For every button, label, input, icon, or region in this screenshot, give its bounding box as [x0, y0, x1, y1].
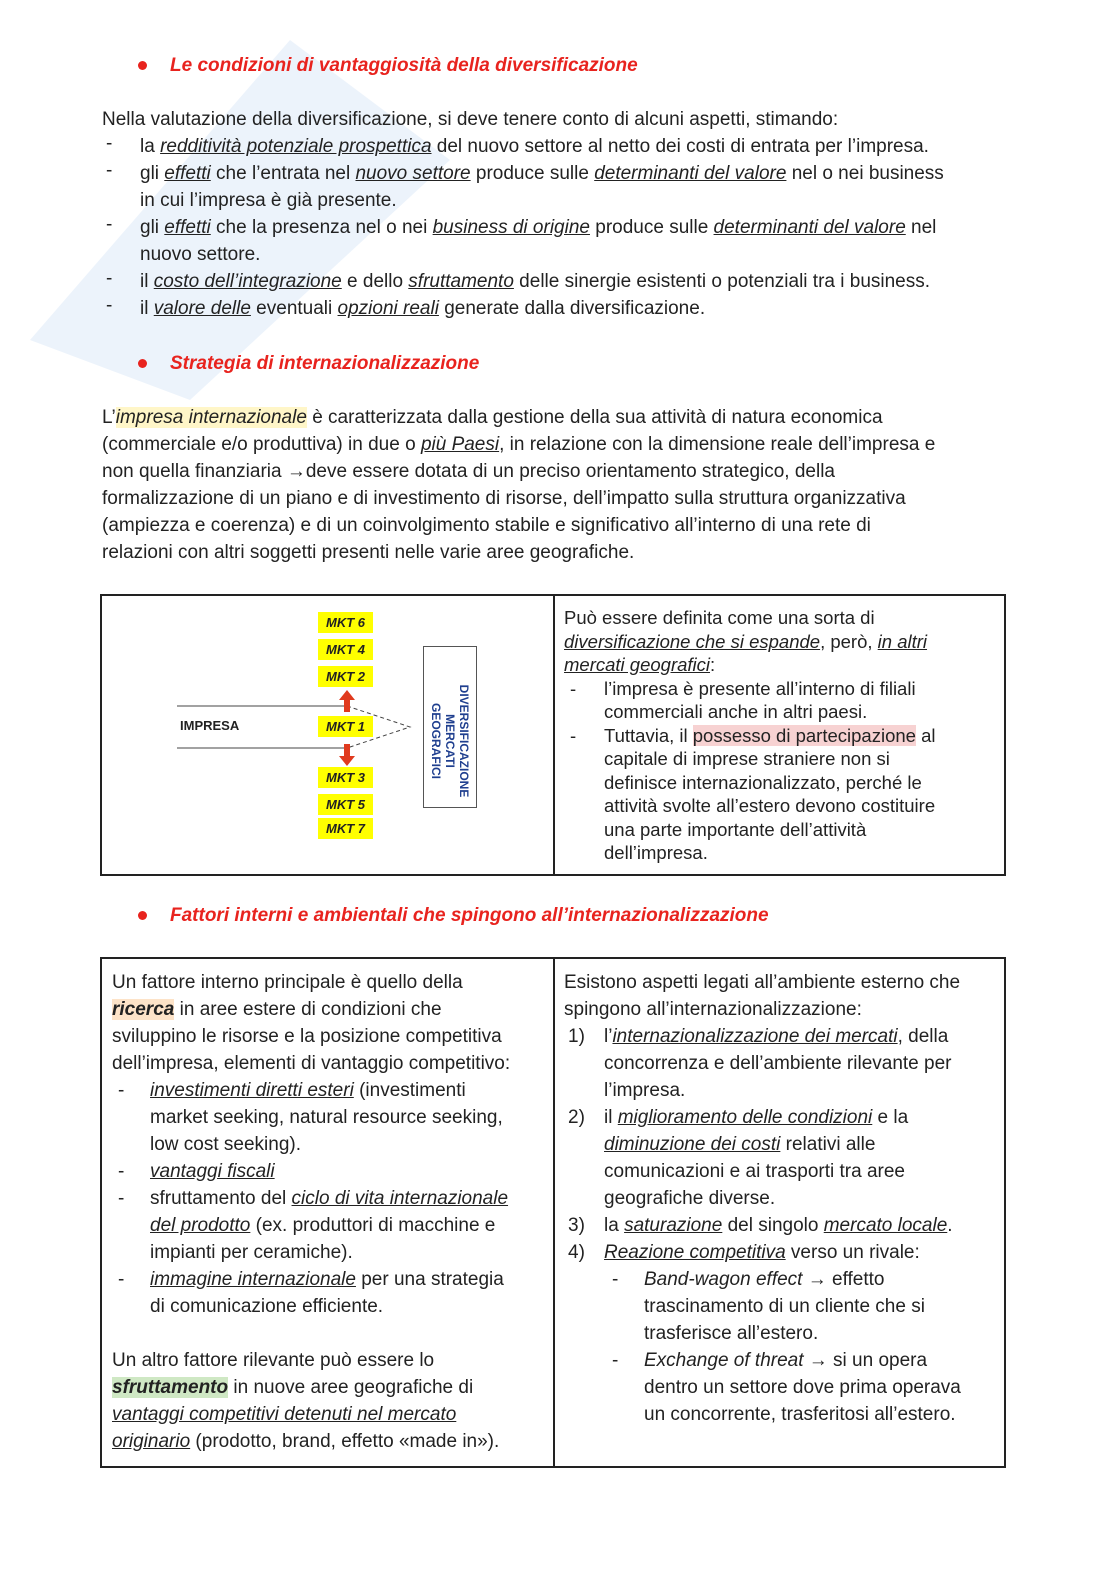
- label-line: MERCATI: [443, 714, 457, 768]
- impresa-label: IMPRESA: [180, 718, 240, 733]
- list-item: - sfruttamento del ciclo di vita internazionale del prodotto (ex. produttori di macchine e impianti per ceramiche).: [118, 1188, 509, 1263]
- sub-item: - Exchange of threat → si un opera dentro un settore dove prima operava un concorrente, trasferitosi all’estero.: [612, 1350, 961, 1425]
- diversificazione-label-box: [423, 646, 477, 808]
- strategy-paragraph: L’impresa internazionale è caratterizzata dalla gestione della sua attività di natura economica (commerciale e/o produttiva) in due o più Paesi, in relazione con la dimensione reale dell’impresa e non quella finanziaria →deve essere dotata di un preciso orientamento strategico, della formalizzazione di un piano e di investimento di risorse, dell’impatto sulla struttura organizzativa (ampiezza e coerenza) e di un coinvolgimento stabile e significativo all’interno di una rete di relazioni con altri soggetti presenti nelle varie aree geografiche.: [102, 407, 936, 563]
- list-item: il valore delle eventuali opzioni reali generate dalla diversificazione.: [140, 298, 706, 319]
- mkt-box: MKT 4: [318, 639, 373, 660]
- diversification-description: Può essere definita come una sorta di diversificazione che si espande, però, in altri mercati geografici: - l’impresa è presente all’interno di filiali commerciali anche in altri paesi. - Tuttavia, il possesso di partecipazione al capitale di imprese straniere non si definisce internazionalizzato, perché le attività svolte all’estero devono costituire una parte importante dell’attività dell’impresa.: [564, 607, 936, 863]
- list-item: - immagine internazionale per una strategia di comunicazione efficiente.: [118, 1269, 504, 1317]
- arrow-up-icon: [339, 690, 355, 712]
- arrow-down-icon: [339, 744, 355, 766]
- numbered-item: 2) il miglioramento delle condizioni e la diminuzione dei costi relativi alle comunicazioni e ai trasporti tra aree geografiche diverse.: [568, 1107, 909, 1209]
- mkt-box: MKT 3: [318, 767, 373, 788]
- factors-box: [100, 957, 1006, 1468]
- mkt-box: MKT 1: [318, 716, 373, 737]
- internal-factors: Un fattore interno principale è quello della ricerca in aree estere di condizioni che sviluppino le risorse e la posizione competitiva dell’impresa, elementi di vantaggio competitivo: - investimenti diretti esteri (investimenti market seeking, natural resource seeking, low cost seeking). - vantaggi fiscali - sfruttamento del ciclo di vita internazionale del prodotto (ex. produttori di macchine e impianti per ceramiche). - immagine internazionale per una strategia di comunicazione efficiente. Un altro fattore rilevante può essere lo sfruttamento in nuove aree geografiche di vantaggi competitivi detenuti nel mercato originario (prodotto, brand, effetto «made in»).: [112, 969, 550, 1455]
- list-dash: -: [106, 214, 113, 235]
- list-item: la redditività potenziale prospettica del nuovo settore al netto dei costi di entrata per l’impresa.: [140, 136, 929, 157]
- diversification-diagram: [102, 596, 553, 874]
- list-item: - vantaggi fiscali: [118, 1161, 275, 1182]
- label-line: DIVERSIFICAZIONE: [457, 684, 471, 798]
- list-dash: -: [570, 677, 577, 699]
- heading-diversificazione: Le condizioni di vantaggiosità della diversificazione: [138, 55, 638, 77]
- list-dash: -: [106, 295, 113, 316]
- mkt-box: MKT 2: [318, 666, 373, 687]
- box-divider: [553, 596, 555, 874]
- mkt-box: MKT 6: [318, 612, 373, 633]
- numbered-item: 4) Reazione competitiva verso un rivale: - Band-wagon effect → effetto trascinamento di un cliente che si trasferisce all’estero. - Exchange of threat → si un opera dentro un settore dove prima operava un concorrente, trasferitosi all’estero.: [564, 1239, 1004, 1428]
- list-item-continuation: in cui l’impresa è già presente.: [140, 190, 397, 211]
- list-item: gli effetti che la presenza nel o nei business di origine produce sulle determinanti del valore nel: [140, 217, 937, 238]
- list-item: - investimenti diretti esteri (investimenti market seeking, natural resource seeking, low cost seeking).: [118, 1080, 503, 1155]
- list-dash: -: [570, 724, 577, 746]
- heading-fattori: Fattori interni e ambientali che spingono all’internazionalizzazione: [138, 905, 769, 927]
- list-item: gli effetti che l’entrata nel nuovo settore produce sulle determinanti del valore nel o nei business: [140, 163, 944, 184]
- highlight-sfruttamento: sfruttamento: [112, 1377, 229, 1398]
- numbered-item: 3) la saturazione del singolo mercato locale.: [568, 1215, 953, 1236]
- heading-internazionalizzazione: Strategia di internazionalizzazione: [138, 353, 479, 375]
- mkt-box: MKT 5: [318, 794, 373, 815]
- list-item-continuation: nuovo settore.: [140, 244, 261, 265]
- conditions-list: [0, 133, 1118, 323]
- bullet-icon: [138, 61, 147, 70]
- list-item: il costo dell’integrazione e dello sfruttamento delle sinergie esistenti o potenziali tra i business.: [140, 271, 931, 292]
- highlight-possesso: possesso di partecipazione: [692, 724, 916, 746]
- bullet-icon: [138, 359, 147, 368]
- bullet-icon: [138, 911, 147, 920]
- label-line: GEOGRAFICI: [429, 702, 443, 779]
- list-dash: -: [106, 133, 113, 154]
- external-factors: Esistono aspetti legati all’ambiente esterno che spingono all’internazionalizzazione: 1) l’internazionalizzazione dei mercati, della concorrenza e dell’ambiente rilevante per l’impresa. 2) il miglioramento delle condizioni e la diminuzione dei costi relativi alle comunicazioni e ai trasporti tra aree geografiche diverse. 3) la saturazione del singolo mercato locale. 4) Reazione competitiva verso un rivale: - Band-wagon effect → effetto trascinamento di un cliente che si trasferisce all’estero. - Exchange of threat → si un opera dentro un settore dove prima operava un concorrente, trasferitosi all’estero.: [564, 969, 1004, 1428]
- highlight-ricerca: ricerca: [112, 999, 175, 1020]
- list-dash: -: [106, 268, 113, 289]
- intro-paragraph: Nella valutazione della diversificazione, si deve tenere conto di alcuni aspetti, stimando:: [102, 109, 839, 130]
- box-divider: [553, 959, 555, 1466]
- mkt-box: MKT 7: [318, 818, 373, 839]
- list-dash: -: [106, 160, 113, 181]
- sub-item: - Band-wagon effect → effetto trascinamento di un cliente che si trasferisce all’estero.: [612, 1269, 925, 1344]
- highlight-impresa-internazionale: impresa internazionale: [115, 407, 307, 428]
- diversification-box: [100, 594, 1006, 876]
- numbered-item: 1) l’internazionalizzazione dei mercati, della concorrenza e dell’ambiente rilevante per l’impresa.: [568, 1026, 952, 1101]
